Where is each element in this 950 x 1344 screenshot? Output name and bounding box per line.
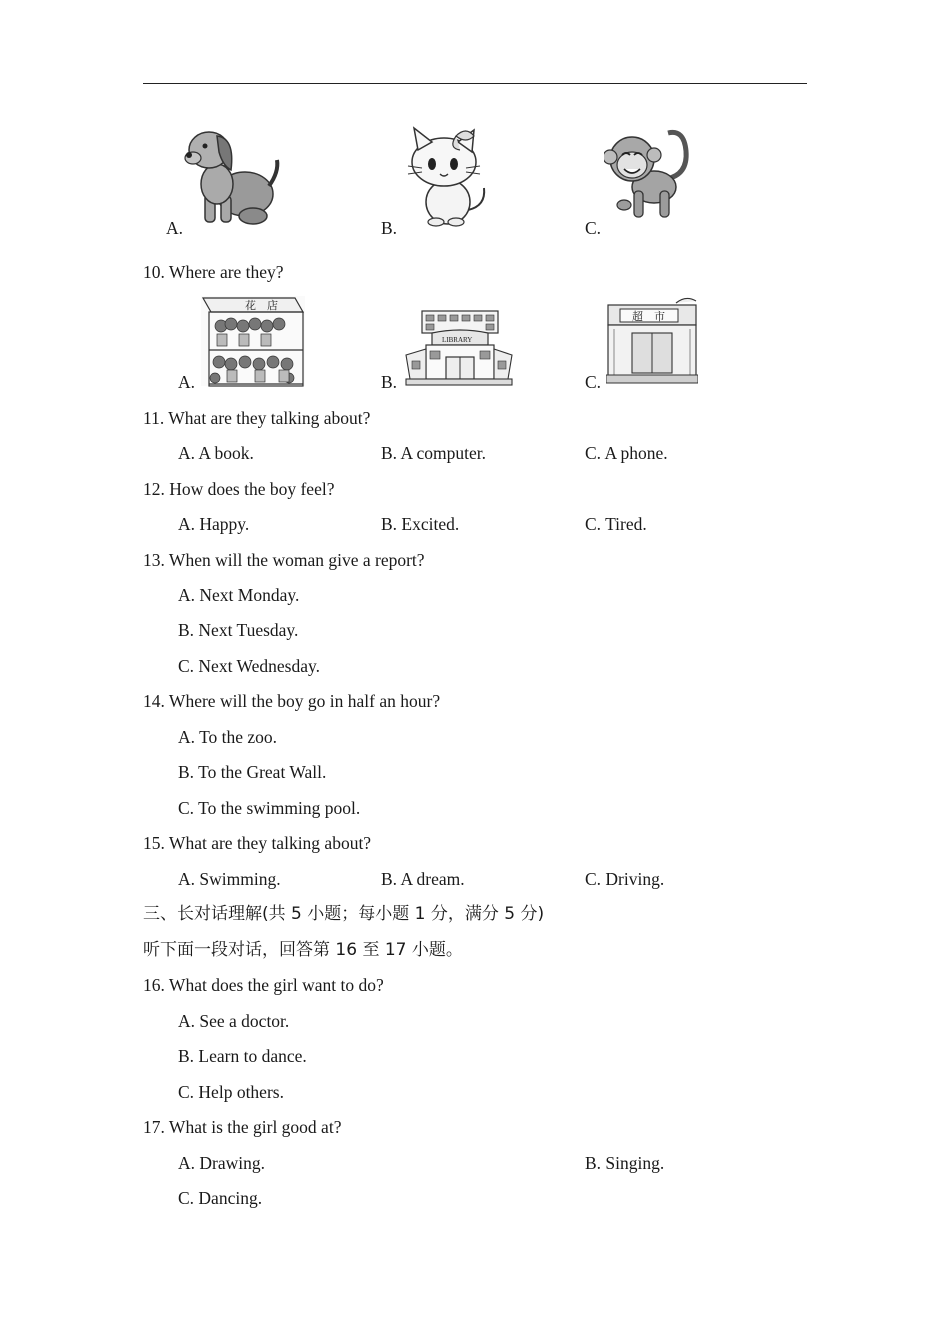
cat-icon: [400, 122, 492, 228]
q16-option-a[interactable]: A. See a doctor.: [178, 1011, 290, 1031]
q9-option-a-letter: A.: [166, 218, 184, 238]
q12-question: 12. How does the boy feel?: [143, 479, 335, 499]
q15-question: 15. What are they talking about?: [143, 833, 372, 853]
q14-option-c[interactable]: C. To the swimming pool.: [178, 798, 361, 818]
library-sign: LIBRARY: [442, 336, 473, 344]
q14-question: 14. Where will the boy go in half an hour?: [143, 691, 441, 711]
header-rule: [143, 83, 807, 84]
section3-heading: 三、长对话理解(共 5 小题；每小题 1 分，满分 5 分): [143, 904, 545, 924]
q9-option-b-letter: B.: [381, 218, 398, 238]
supermarket-sign: 超 市: [632, 310, 665, 323]
q13-option-c[interactable]: C. Next Wednesday.: [178, 656, 320, 676]
q9-option-c-letter: C.: [585, 218, 602, 238]
q15-option-a[interactable]: A. Swimming.: [178, 869, 281, 889]
q16-option-c[interactable]: C. Help others.: [178, 1082, 284, 1102]
q10-option-c-letter: C.: [585, 372, 602, 392]
q13-option-b[interactable]: B. Next Tuesday.: [178, 620, 299, 640]
section3-instruction: 听下面一段对话，回答第 16 至 17 小题。: [143, 940, 463, 960]
q17-option-b[interactable]: B. Singing.: [585, 1153, 665, 1173]
library-icon: [404, 309, 514, 387]
q12-option-b[interactable]: B. Excited.: [381, 514, 460, 534]
q16-question: 16. What does the girl want to do?: [143, 975, 384, 995]
q14-option-b[interactable]: B. To the Great Wall.: [178, 762, 327, 782]
q15-option-c[interactable]: C. Driving.: [585, 869, 665, 889]
q10-option-a-letter: A.: [178, 372, 196, 392]
q12-option-a[interactable]: A. Happy.: [178, 514, 250, 534]
q15-option-b[interactable]: B. A dream.: [381, 869, 465, 889]
q17-option-a[interactable]: A. Drawing.: [178, 1153, 265, 1173]
q12-option-c[interactable]: C. Tired.: [585, 514, 647, 534]
flower-shop-icon: [199, 294, 307, 388]
q11-option-a[interactable]: A. A book.: [178, 443, 254, 463]
dog-icon: [183, 124, 283, 228]
q17-option-c[interactable]: C. Dancing.: [178, 1188, 263, 1208]
supermarket-icon: [606, 295, 698, 385]
q10-question: 10. Where are they?: [143, 262, 284, 282]
q17-question: 17. What is the girl good at?: [143, 1117, 342, 1137]
q11-option-b[interactable]: B. A computer.: [381, 443, 486, 463]
q11-question: 11. What are they talking about?: [143, 408, 371, 428]
q11-option-c[interactable]: C. A phone.: [585, 443, 668, 463]
q10-option-b-letter: B.: [381, 372, 398, 392]
flower-shop-sign: 花 店: [245, 299, 278, 312]
monkey-icon: [604, 123, 696, 223]
q16-option-b[interactable]: B. Learn to dance.: [178, 1046, 307, 1066]
q13-question: 13. When will the woman give a report?: [143, 550, 425, 570]
q13-option-a[interactable]: A. Next Monday.: [178, 585, 300, 605]
q14-option-a[interactable]: A. To the zoo.: [178, 727, 278, 747]
